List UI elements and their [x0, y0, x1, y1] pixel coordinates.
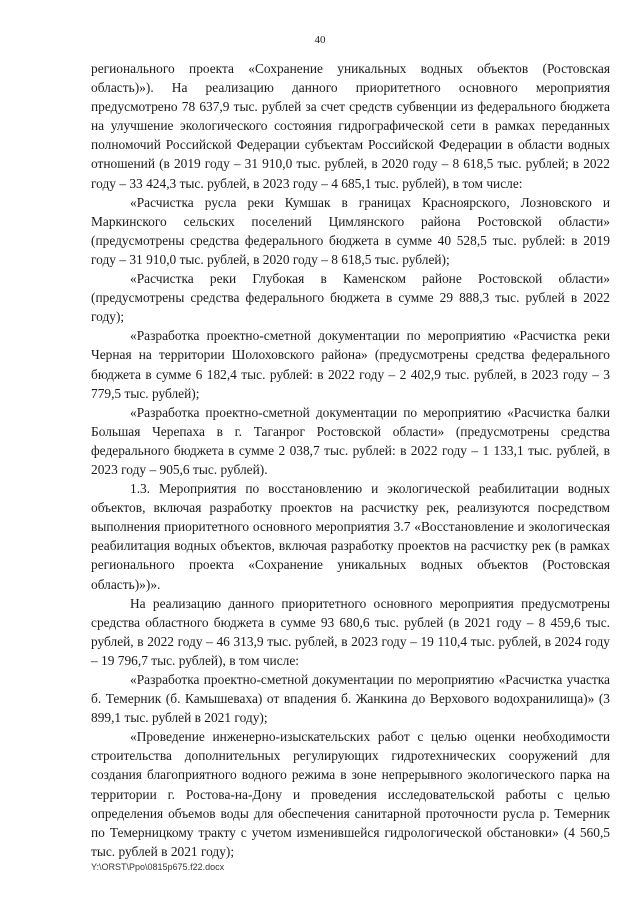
paragraph-regional-project-funding: регионального проекта «Сохранение уникальных водных объектов (Ростовская область)»). На реализацию данного приоритетного основного мероприятия предусмотрено 78 637,9 тыс. рублей за счет средств субвенции из федерального бюджета на улучшение экологического состояния гидрографической сети в рамках переданных полномочий Российской Федерации субъектам Российской Федерации в области водных отношений (в 2019 году – 31 910,0 тыс. рублей, в 2020 году – 8 618,5 тыс. рублей; в 2022 году – 33 424,3 тыс. рублей, в 2023 году – 4 685,1 тыс. рублей), в том числе: [91, 61, 610, 191]
paragraph-temernik-design: «Разработка проектно-сметной документации по мероприятию «Расчистка участка б. Темерник (б. Камышеваха) от впадения б. Жанкина до Верхового водохранилища)» (3 899,1 тыс. рублей в 2021 году); [91, 672, 610, 726]
page-number: 40 [314, 34, 326, 46]
paragraph-section-1-3: 1.3. Мероприятия по восстановлению и экологической реабилитации водных объектов, включая разработку проектов на расчистку рек, реализуются посредством выполнения приоритетного основного мероприятия 3.7 «Восстановление и экологическая реабилитация водных объектов, включая разработку проектов на расчистку рек (в рамках регионального проекта «Сохранение уникальных водных объектов (Ростовская область)»)». [91, 481, 610, 592]
paragraph-chernaya-river: «Разработка проектно-сметной документации по мероприятию «Расчистка реки Черная на территории Шолоховского района» (предусмотрены средства федерального бюджета в сумме 6 182,4 тыс. рублей: в 2022 году – 2 402,9 тыс. рублей, в 2023 году – 3 779,5 тыс. рублей); [91, 328, 610, 401]
paragraph-regional-budget-funding: На реализацию данного приоритетного основного мероприятия предусмотрены средства областного бюджета в сумме 93 680,6 тыс. рублей (в 2021 году – 8 459,6 тыс. рублей, в 2022 году – 46 313,9 тыс. рублей, в 2023 году – 19 110,4 тыс. рублей, в 2024 году – 19 796,7 тыс. рублей), в том числе: [91, 595, 610, 668]
paragraph-glubokaya-river: «Расчистка реки Глубокая в Каменском районе Ростовской области» (предусмотрены средства федерального бюджета в сумме 29 888,3 тыс. рублей в 2022 году); [91, 271, 610, 325]
document-body [91, 59, 610, 861]
footer-file-path: Y:\ORST\Ppo\0815p675.f22.docx [91, 862, 225, 872]
paragraph-engineering-surveys: «Проведение инженерно-изыскательских работ с целью оценки необходимости строительства дополнительных регулирующих гидротехнических сооружений для создания благоприятного водного режима в зоне непрерывного экологического парка на территории г. Ростова-на-Дону и проведения исследовательской работы с целью определения объемов воды для обеспечения санитарной проточности русла р. Темерник по Темерницкому тракту с учетом изменившейся гидрологической обстановки» (4 560,5 тыс. рублей в 2021 году); [91, 729, 610, 859]
paragraph-kumshak-river: «Расчистка русла реки Кумшак в границах Красноярского, Лозновского и Маркинского сельских поселений Цимлянского района Ростовской области» (предусмотрены средства федерального бюджета в сумме 40 528,5 тыс. рублей: в 2019 году – 31 910,0 тыс. рублей, в 2020 году – 8 618,5 тыс. рублей); [91, 194, 610, 267]
paragraph-bolshaya-cherepakha: «Разработка проектно-сметной документации по мероприятию «Расчистка балки Большая Черепаха в г. Таганрог Ростовской области» (предусмотрены средства федерального бюджета в сумме 2 038,7 тыс. рублей: в 2022 году – 1 133,1 тыс. рублей, в 2023 году – 905,6 тыс. рублей). [91, 404, 610, 477]
